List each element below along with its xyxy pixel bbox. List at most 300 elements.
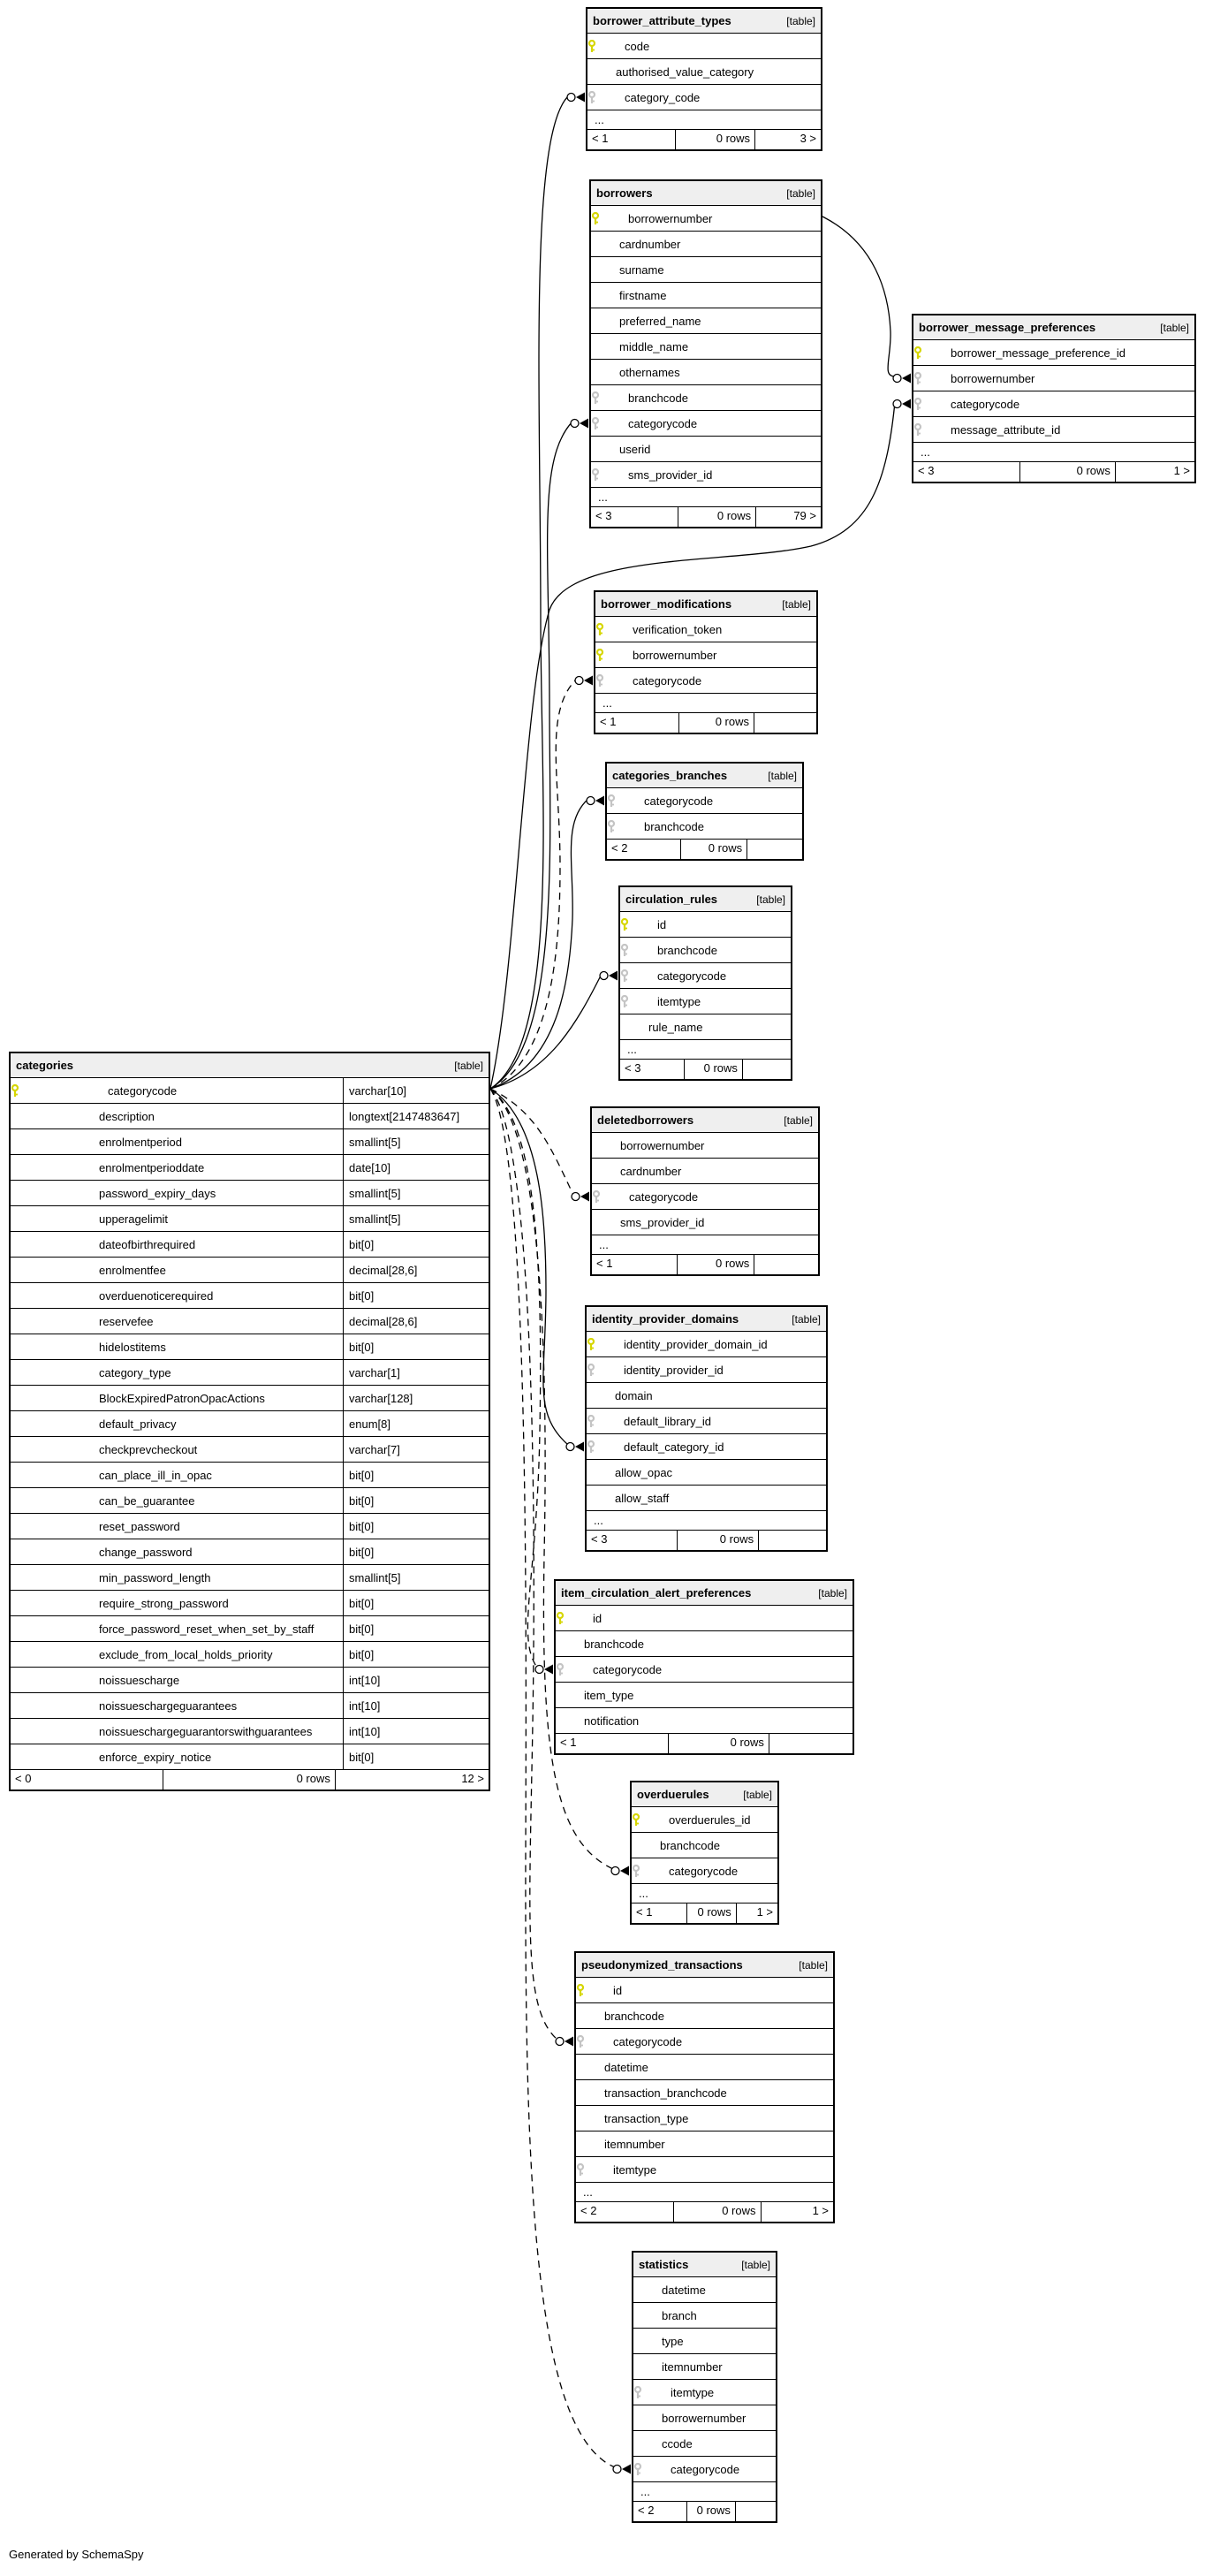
table-borrower_message_preferences[interactable] [912,314,1196,483]
zero-one-circle [567,94,575,102]
column-row [11,1411,489,1437]
column-row [556,1657,853,1683]
zero-one-circle [611,1867,619,1875]
parents-count: < 1 [592,1255,678,1274]
column-name: transaction_branchcode [604,2086,727,2100]
more-columns-ellipsis: ... [633,2482,776,2502]
column-row [11,1642,489,1668]
column-row [591,308,821,334]
column-type: longtext[2147483647] [343,1104,489,1128]
column-name: cardnumber [619,237,681,251]
column-row [576,2106,833,2131]
table-item_circulation_alert_preferences[interactable] [554,1579,854,1755]
foreign-key-icon [595,674,604,688]
column-name: hidelostitems [99,1340,166,1354]
column-name: datetime [662,2283,706,2297]
row-count: 0 rows [678,1255,754,1274]
column-name: item_type [584,1688,634,1702]
column-type: bit[0] [343,1514,489,1539]
column-row [587,1332,826,1357]
table-tag: [table] [782,597,811,611]
column-row [591,360,821,385]
column-row [587,34,821,59]
column-name: categorycode [593,1662,663,1676]
more-columns-ellipsis: ... [592,1235,818,1255]
table-title: item_circulation_alert_preferences [561,1586,752,1600]
column-type: int[10] [343,1668,489,1692]
primary-key-icon [913,346,922,360]
column-type: bit[0] [343,1232,489,1257]
column-row [620,1014,791,1040]
crow-foot-arrow [580,419,588,429]
row-count: 0 rows [681,840,747,859]
column-row [11,1232,489,1258]
column-name: id [657,917,667,931]
column-row [11,1539,489,1565]
column-row [592,1159,818,1184]
column-name: categorycode [951,397,1020,411]
column-row [11,1155,489,1181]
table-title: categories_branches [612,769,728,782]
column-name: force_password_reset_when_set_by_staff [99,1622,315,1636]
column-row [11,1488,489,1514]
primary-key-icon [11,1084,19,1098]
column-row [633,2354,776,2380]
column-name: branchcode [657,943,717,957]
crow-foot-arrow [622,2465,631,2474]
column-name: branchcode [628,391,688,405]
column-row [591,462,821,488]
foreign-key-icon [556,1663,565,1676]
column-name: noissueschargeguarantees [99,1698,238,1713]
children-count: 79 > [793,509,816,522]
column-name: identity_provider_id [624,1363,724,1377]
children-count: 12 > [461,1772,484,1785]
column-row [632,1833,777,1858]
column-row [11,1744,489,1770]
row-count: 0 rows [685,1060,743,1079]
table-footer [607,840,802,859]
column-row [591,385,821,411]
foreign-key-icon [620,969,629,983]
column-type: bit[0] [343,1642,489,1667]
column-row [576,2131,833,2157]
table-title: borrower_modifications [601,597,732,611]
column-name: categorycode [657,969,727,983]
column-type: varchar[1] [343,1360,489,1385]
more-columns-ellipsis: ... [913,443,1194,462]
column-name: domain [615,1388,653,1402]
column-row [632,1858,777,1884]
column-row [11,1334,489,1360]
column-name: noissuescharge [99,1673,180,1687]
table-tag: [table] [784,1113,813,1127]
table-header[interactable] [620,887,791,912]
column-type: bit[0] [343,1283,489,1308]
column-name: surname [619,262,664,277]
column-name: borrowernumber [633,648,717,662]
relationship-line [490,679,577,1089]
column-row [576,2157,833,2183]
table-header[interactable] [592,1108,818,1133]
column-row [633,2380,776,2405]
column-row [587,1460,826,1486]
children-count: 1 > [812,2204,829,2217]
zero-one-circle [893,400,901,408]
column-name: itemtype [613,2162,657,2177]
column-row [913,366,1194,391]
column-row [607,814,802,840]
column-name: enrolmentperiod [99,1135,182,1149]
parents-count: < 3 [591,507,678,527]
column-type: bit[0] [343,1488,489,1513]
column-type: bit[0] [343,1744,489,1769]
column-row [11,1283,489,1309]
foreign-key-icon [607,794,616,808]
relationship-line [490,1089,573,1195]
column-row [11,1437,489,1463]
children-count [736,2502,776,2521]
column-name: categorycode [671,2462,740,2476]
column-name: itemtype [671,2385,715,2399]
column-name: enrolmentperioddate [99,1160,205,1174]
column-name: id [593,1611,602,1625]
column-name: categorycode [669,1864,739,1878]
table-tag: [table] [454,1059,483,1072]
column-name: require_strong_password [99,1596,229,1610]
table-footer [556,1734,853,1753]
foreign-key-icon [587,1364,595,1377]
row-count: 0 rows [679,713,754,733]
column-row [11,1309,489,1334]
column-name: sms_provider_id [628,467,713,482]
column-name: ccode [662,2436,693,2451]
relationship-line [490,1089,568,1445]
row-count: 0 rows [678,1531,759,1550]
column-row [913,417,1194,443]
column-type: decimal[28,6] [343,1309,489,1334]
column-row [633,2457,776,2482]
zero-one-circle [571,420,579,428]
column-name: categorycode [108,1083,178,1098]
table-tag: [table] [741,2258,770,2271]
column-row [591,411,821,437]
column-type: date[10] [343,1155,489,1180]
foreign-key-icon [591,417,600,430]
table-title: statistics [639,2258,689,2271]
children-count: 1 > [1173,464,1190,477]
children-count: 1 > [756,1905,773,1919]
more-columns-ellipsis: ... [632,1884,777,1904]
zero-one-circle [600,972,608,980]
column-name: itemnumber [604,2137,665,2151]
column-name: borrowernumber [620,1138,705,1152]
table-borrower_modifications[interactable] [594,590,818,734]
column-type: smallint[5] [343,1181,489,1205]
crow-foot-arrow [565,2037,573,2047]
column-row [587,59,821,85]
foreign-key-icon [591,391,600,405]
table-footer [591,507,821,527]
column-name: enrolmentfee [99,1263,166,1277]
column-name: enforce_expiry_notice [99,1750,212,1764]
column-row [11,1719,489,1744]
column-name: preferred_name [619,314,701,328]
column-name: change_password [99,1545,193,1559]
column-name: authorised_value_category [616,65,754,79]
column-name: firstname [619,288,667,302]
more-columns-ellipsis: ... [576,2183,833,2202]
crow-foot-arrow [544,1665,553,1675]
relationship-line [822,217,895,376]
column-row [576,2055,833,2080]
table-header[interactable] [11,1053,489,1078]
table-title: pseudonymized_transactions [581,1958,743,1972]
table-footer [576,2202,833,2222]
foreign-key-icon [620,995,629,1008]
column-type: bit[0] [343,1591,489,1615]
column-name: noissueschargeguarantorswithguarantees [99,1724,313,1738]
table-footer [592,1255,818,1274]
column-name: allow_opac [615,1465,673,1479]
more-columns-ellipsis: ... [587,1511,826,1531]
table-identity_provider_domains[interactable] [585,1305,828,1552]
column-name: branch [662,2308,697,2322]
parents-count: < 0 [11,1770,163,1790]
row-count: 0 rows [676,130,755,149]
column-row [11,1258,489,1283]
crow-foot-arrow [575,1442,584,1452]
table-header[interactable] [595,592,816,617]
column-name: branchcode [604,2009,664,2023]
primary-key-icon [576,1984,585,1997]
column-row [11,1386,489,1411]
column-row [633,2277,776,2303]
column-name: userid [619,442,651,456]
table-statistics[interactable] [632,2251,777,2523]
foreign-key-icon [592,1190,601,1204]
table-footer [587,130,821,149]
column-name: dateofbirthrequired [99,1237,196,1251]
foreign-key-icon [633,2386,642,2399]
crow-foot-arrow [576,93,585,103]
column-row [11,1514,489,1539]
table-header[interactable] [576,1953,833,1978]
column-name: category_code [625,90,701,104]
column-name: id [613,1983,623,1997]
column-row [633,2303,776,2329]
column-row [633,2405,776,2431]
column-name: default_category_id [624,1440,724,1454]
column-row [591,334,821,360]
table-tag: [table] [792,1312,821,1326]
column-row [591,257,821,283]
column-row [587,1486,826,1511]
column-name: min_password_length [99,1570,211,1584]
table-header[interactable] [632,1782,777,1807]
children-count [743,1060,791,1079]
column-name: code [625,39,650,53]
foreign-key-icon [587,1415,595,1428]
column-row [556,1708,853,1734]
parents-count: < 3 [620,1060,685,1079]
column-type: varchar[10] [343,1078,489,1103]
foreign-key-icon [913,423,922,437]
table-footer [633,2502,776,2521]
relationship-line [490,95,569,1089]
column-row [595,668,816,694]
crow-foot-arrow [609,971,618,981]
foreign-key-icon [576,2163,585,2177]
foreign-key-icon [587,1440,595,1454]
table-header[interactable] [633,2253,776,2277]
column-type: enum[8] [343,1411,489,1436]
primary-key-icon [591,212,600,225]
table-categories[interactable] [9,1052,490,1791]
column-name: branchcode [584,1637,644,1651]
table-header[interactable] [607,764,802,788]
table-circulation_rules[interactable] [618,885,792,1081]
column-row [595,617,816,642]
more-columns-ellipsis: ... [591,488,821,507]
column-type: decimal[28,6] [343,1258,489,1282]
children-count [769,1734,853,1753]
column-name: borrowernumber [951,371,1035,385]
table-footer [913,462,1194,482]
column-row [592,1184,818,1210]
column-type: bit[0] [343,1539,489,1564]
column-row [11,1463,489,1488]
foreign-key-icon [620,944,629,957]
crow-foot-arrow [902,374,911,384]
column-row [592,1210,818,1235]
row-count: 0 rows [669,1734,769,1753]
table-title: identity_provider_domains [592,1312,739,1326]
table-categories_branches[interactable] [605,762,804,861]
relationship-line [490,1089,615,2467]
zero-one-circle [613,2466,621,2473]
table-tag: [table] [799,1958,828,1972]
column-name: description [99,1109,155,1123]
table-borrowers[interactable] [589,179,822,528]
more-columns-ellipsis: ... [620,1040,791,1060]
row-count: 0 rows [687,2502,736,2521]
parents-count: < 1 [587,130,676,149]
column-type: smallint[5] [343,1129,489,1154]
parents-count: < 3 [587,1531,678,1550]
zero-one-circle [556,2038,564,2046]
primary-key-icon [620,918,629,931]
column-name: password_expiry_days [99,1186,216,1200]
primary-key-icon [632,1813,640,1827]
column-name: overduenoticerequired [99,1288,214,1303]
column-name: can_be_guarantee [99,1493,195,1508]
children-count [754,713,816,733]
children-count [754,1255,818,1274]
column-row [633,2329,776,2354]
column-name: message_attribute_id [951,422,1061,437]
column-name: middle_name [619,339,689,353]
table-tag: [table] [743,1788,772,1801]
table-header[interactable] [556,1581,853,1606]
children-count [759,1531,826,1550]
table-header[interactable] [587,1307,826,1332]
column-row [11,1565,489,1591]
column-name: identity_provider_domain_id [624,1337,768,1351]
column-type: smallint[5] [343,1565,489,1590]
table-header[interactable] [587,9,821,34]
column-type: bit[0] [343,1334,489,1359]
foreign-key-icon [913,372,922,385]
zero-one-circle [566,1443,574,1451]
column-type: bit[0] [343,1463,489,1487]
foreign-key-icon [913,398,922,411]
table-overduerules[interactable] [630,1781,779,1925]
zero-one-circle [572,1193,580,1201]
table-pseudonymized_transactions[interactable] [574,1951,835,2223]
table-title: categories [16,1059,74,1072]
column-name: borrowernumber [662,2411,746,2425]
row-count: 0 rows [163,1770,336,1790]
table-header[interactable] [913,315,1194,340]
crow-foot-arrow [580,1192,589,1202]
relationship-line [490,1089,557,2040]
column-name: transaction_type [604,2111,689,2125]
relationship-line [490,422,572,1089]
row-count: 0 rows [678,507,756,527]
table-title: borrower_message_preferences [919,321,1096,334]
column-name: borrowernumber [628,211,713,225]
column-type: varchar[7] [343,1437,489,1462]
table-deletedborrowers[interactable] [590,1106,820,1276]
row-count: 0 rows [1020,462,1116,482]
column-row [556,1631,853,1657]
column-row [11,1078,489,1104]
column-name: borrower_message_preference_id [951,346,1126,360]
column-row [11,1104,489,1129]
table-footer [587,1531,826,1550]
children-count [747,840,802,859]
column-row [11,1181,489,1206]
column-row [587,85,821,110]
column-row [913,391,1194,417]
column-row [11,1693,489,1719]
table-footer [620,1060,791,1079]
column-name: itemnumber [662,2359,723,2374]
table-title: deletedborrowers [597,1113,694,1127]
column-name: itemtype [657,994,701,1008]
table-borrower_attribute_types[interactable] [586,7,822,151]
crow-foot-arrow [902,399,911,409]
column-name: can_place_ill_in_opac [99,1468,212,1482]
column-name: checkprevcheckout [99,1442,198,1456]
primary-key-icon [587,1338,595,1351]
column-name: othernames [619,365,680,379]
column-name: categorycode [629,1189,699,1204]
column-type: smallint[5] [343,1206,489,1231]
column-name: categorycode [644,794,714,808]
column-name: default_library_id [624,1414,712,1428]
primary-key-icon [587,40,596,53]
table-tag: [table] [818,1586,847,1600]
parents-count: < 2 [633,2502,687,2521]
column-name: categorycode [613,2034,683,2048]
table-header[interactable] [591,181,821,206]
column-name: sms_provider_id [620,1215,705,1229]
column-row [587,1434,826,1460]
column-row [587,1357,826,1383]
table-tag: [table] [1160,321,1189,334]
